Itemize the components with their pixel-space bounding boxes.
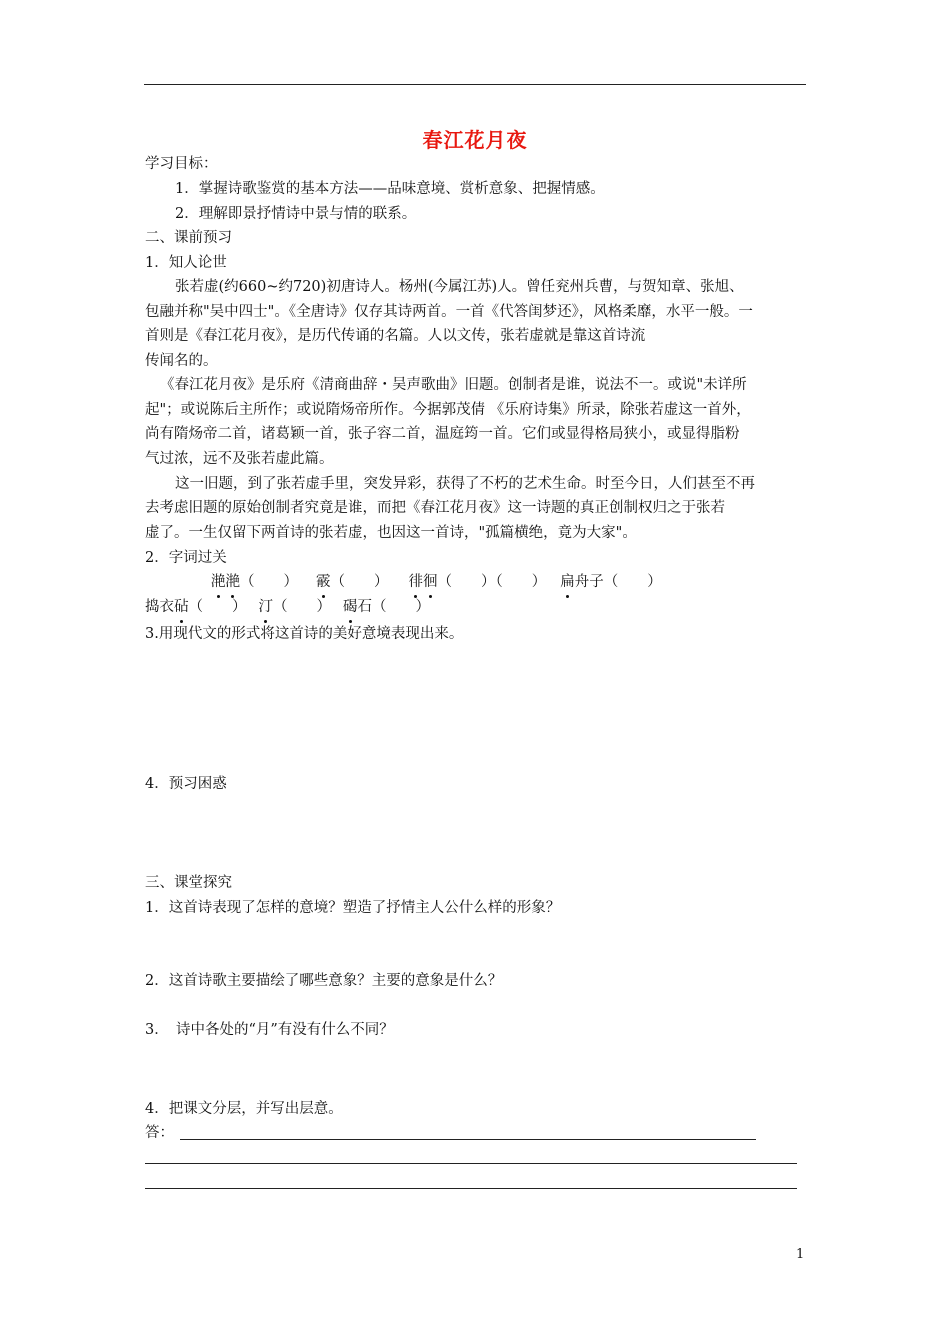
vocab-char-huai: 徊 <box>423 574 438 590</box>
paragraph-2-line-4: 气过浓，远不及张若虚此篇。 <box>145 451 334 467</box>
vocab-word-daoyi: 捣衣 <box>145 599 174 615</box>
vocab-blank-4: （ ） <box>603 574 662 590</box>
question-1: 1．这首诗表现了怎样的意境？塑造了抒情主人公什么样的形象？ <box>145 900 561 916</box>
paragraph-1-line-3: 首则是《春江花月夜》，是历代传诵的名篇。人以文传，张若虚就是靠这首诗流 <box>145 328 646 344</box>
answer-line-3[interactable] <box>145 1188 797 1189</box>
section-3-heading: 3.用现代文的形式将这首诗的美好意境表现出来。 <box>145 626 464 642</box>
vocab-blank-1: （ ） <box>240 574 298 590</box>
vocab-word-zhouzi: 舟子 <box>574 574 604 590</box>
answer-label: 答： <box>145 1125 174 1141</box>
header-rule <box>144 84 806 85</box>
answer-line-2[interactable] <box>145 1163 797 1164</box>
vocab-blank-3b: （ ） <box>495 574 547 590</box>
vocab-char-jie: 碣 <box>343 599 358 615</box>
vocab-blank-7: （ ） <box>372 599 430 615</box>
vocab-blank-2: （ ） <box>330 574 389 590</box>
paragraph-2-line-3: 尚有隋炀帝二首，诸葛颖一首，张子容二首，温庭筠一首。它们或显得格局狭小，或显得脂粉 <box>145 426 740 442</box>
explore-heading: 三、课堂探究 <box>145 875 232 891</box>
vocab-row-2 <box>145 597 430 617</box>
vocab-blank-5: （ ） <box>188 599 247 615</box>
page-title: 春江花月夜 <box>422 128 528 152</box>
vocab-char-pai: 徘 <box>408 574 423 590</box>
objectives-heading: 学习目标： <box>145 156 218 172</box>
answer-line-1[interactable] <box>180 1139 756 1140</box>
section-4-heading: 4．预习困惑 <box>145 776 227 792</box>
vocab-row-1 <box>211 572 662 592</box>
paragraph-1-line-1: 张若虚(约660~约720)初唐诗人。杨州(今属江苏)人。曾任兖州兵曹，与贺知章、张旭、 <box>175 279 744 295</box>
paragraph-3-line-1: 这一旧题，到了张若虚手里，突发异彩，获得了不朽的艺术生命。时至今日，人们甚至不再 <box>175 476 755 492</box>
paragraph-3-line-2: 去考虑旧题的原始创制者究竟是谁，而把《春江花月夜》这一诗题的真正创制权归之于张若 <box>145 500 725 516</box>
paragraph-1-line-4: 传闻名的。 <box>145 353 218 369</box>
paragraph-3-line-3: 虚了。一生仅留下两首诗的张若虚，也因这一首诗，"孤篇横绝，竟为大家"。 <box>145 525 637 541</box>
section-1-heading: 1．知人论世 <box>145 255 227 271</box>
vocab-blank-6: （ ） <box>273 599 331 615</box>
section-2-heading: 2．字词过关 <box>145 550 227 566</box>
question-3: 3． 诗中各处的“月”有没有什么不同？ <box>145 1022 394 1038</box>
paragraph-2-line-1: 《春江花月夜》是乐府《清商曲辞・吴声歌曲》旧题。创制者是谁，说法不一。或说"未详所 <box>160 377 747 393</box>
paragraph-1-line-2: 包融并称"吴中四士"。《全唐诗》仅存其诗两首。一首《代答闺梦还》，风格柔靡，水平一般。一 <box>145 304 753 320</box>
vocab-char-pian: 扁 <box>560 574 575 590</box>
preview-heading: 二、课前预习 <box>145 230 232 246</box>
vocab-blank-3a: （ ） <box>437 574 496 590</box>
paragraph-2-line-2: 起"；或说陈后主所作；或说隋炀帝所作。今据郭茂倩 《乐府诗集》所录，除张若虚这一首外， <box>145 402 751 418</box>
vocab-char-ting: 汀 <box>258 599 273 615</box>
vocab-char-zhen: 砧 <box>174 599 189 615</box>
question-4: 4．把课文分层，并写出层意。 <box>145 1101 343 1117</box>
objective-1: 1．掌握诗歌鉴赏的基本方法——品味意境、赏析意象、把握情感。 <box>175 181 605 197</box>
vocab-char-shi: 石 <box>357 599 372 615</box>
objective-2: 2．理解即景抒情诗中景与情的联系。 <box>175 206 417 222</box>
vocab-char-yan2: 滟 <box>225 574 240 590</box>
question-2: 2．这首诗歌主要描绘了哪些意象？主要的意象是什么？ <box>145 973 503 989</box>
page-number: 1 <box>796 1247 805 1262</box>
vocab-char-xian: 霰 <box>316 574 331 590</box>
vocab-char-yan1: 滟 <box>211 574 226 590</box>
